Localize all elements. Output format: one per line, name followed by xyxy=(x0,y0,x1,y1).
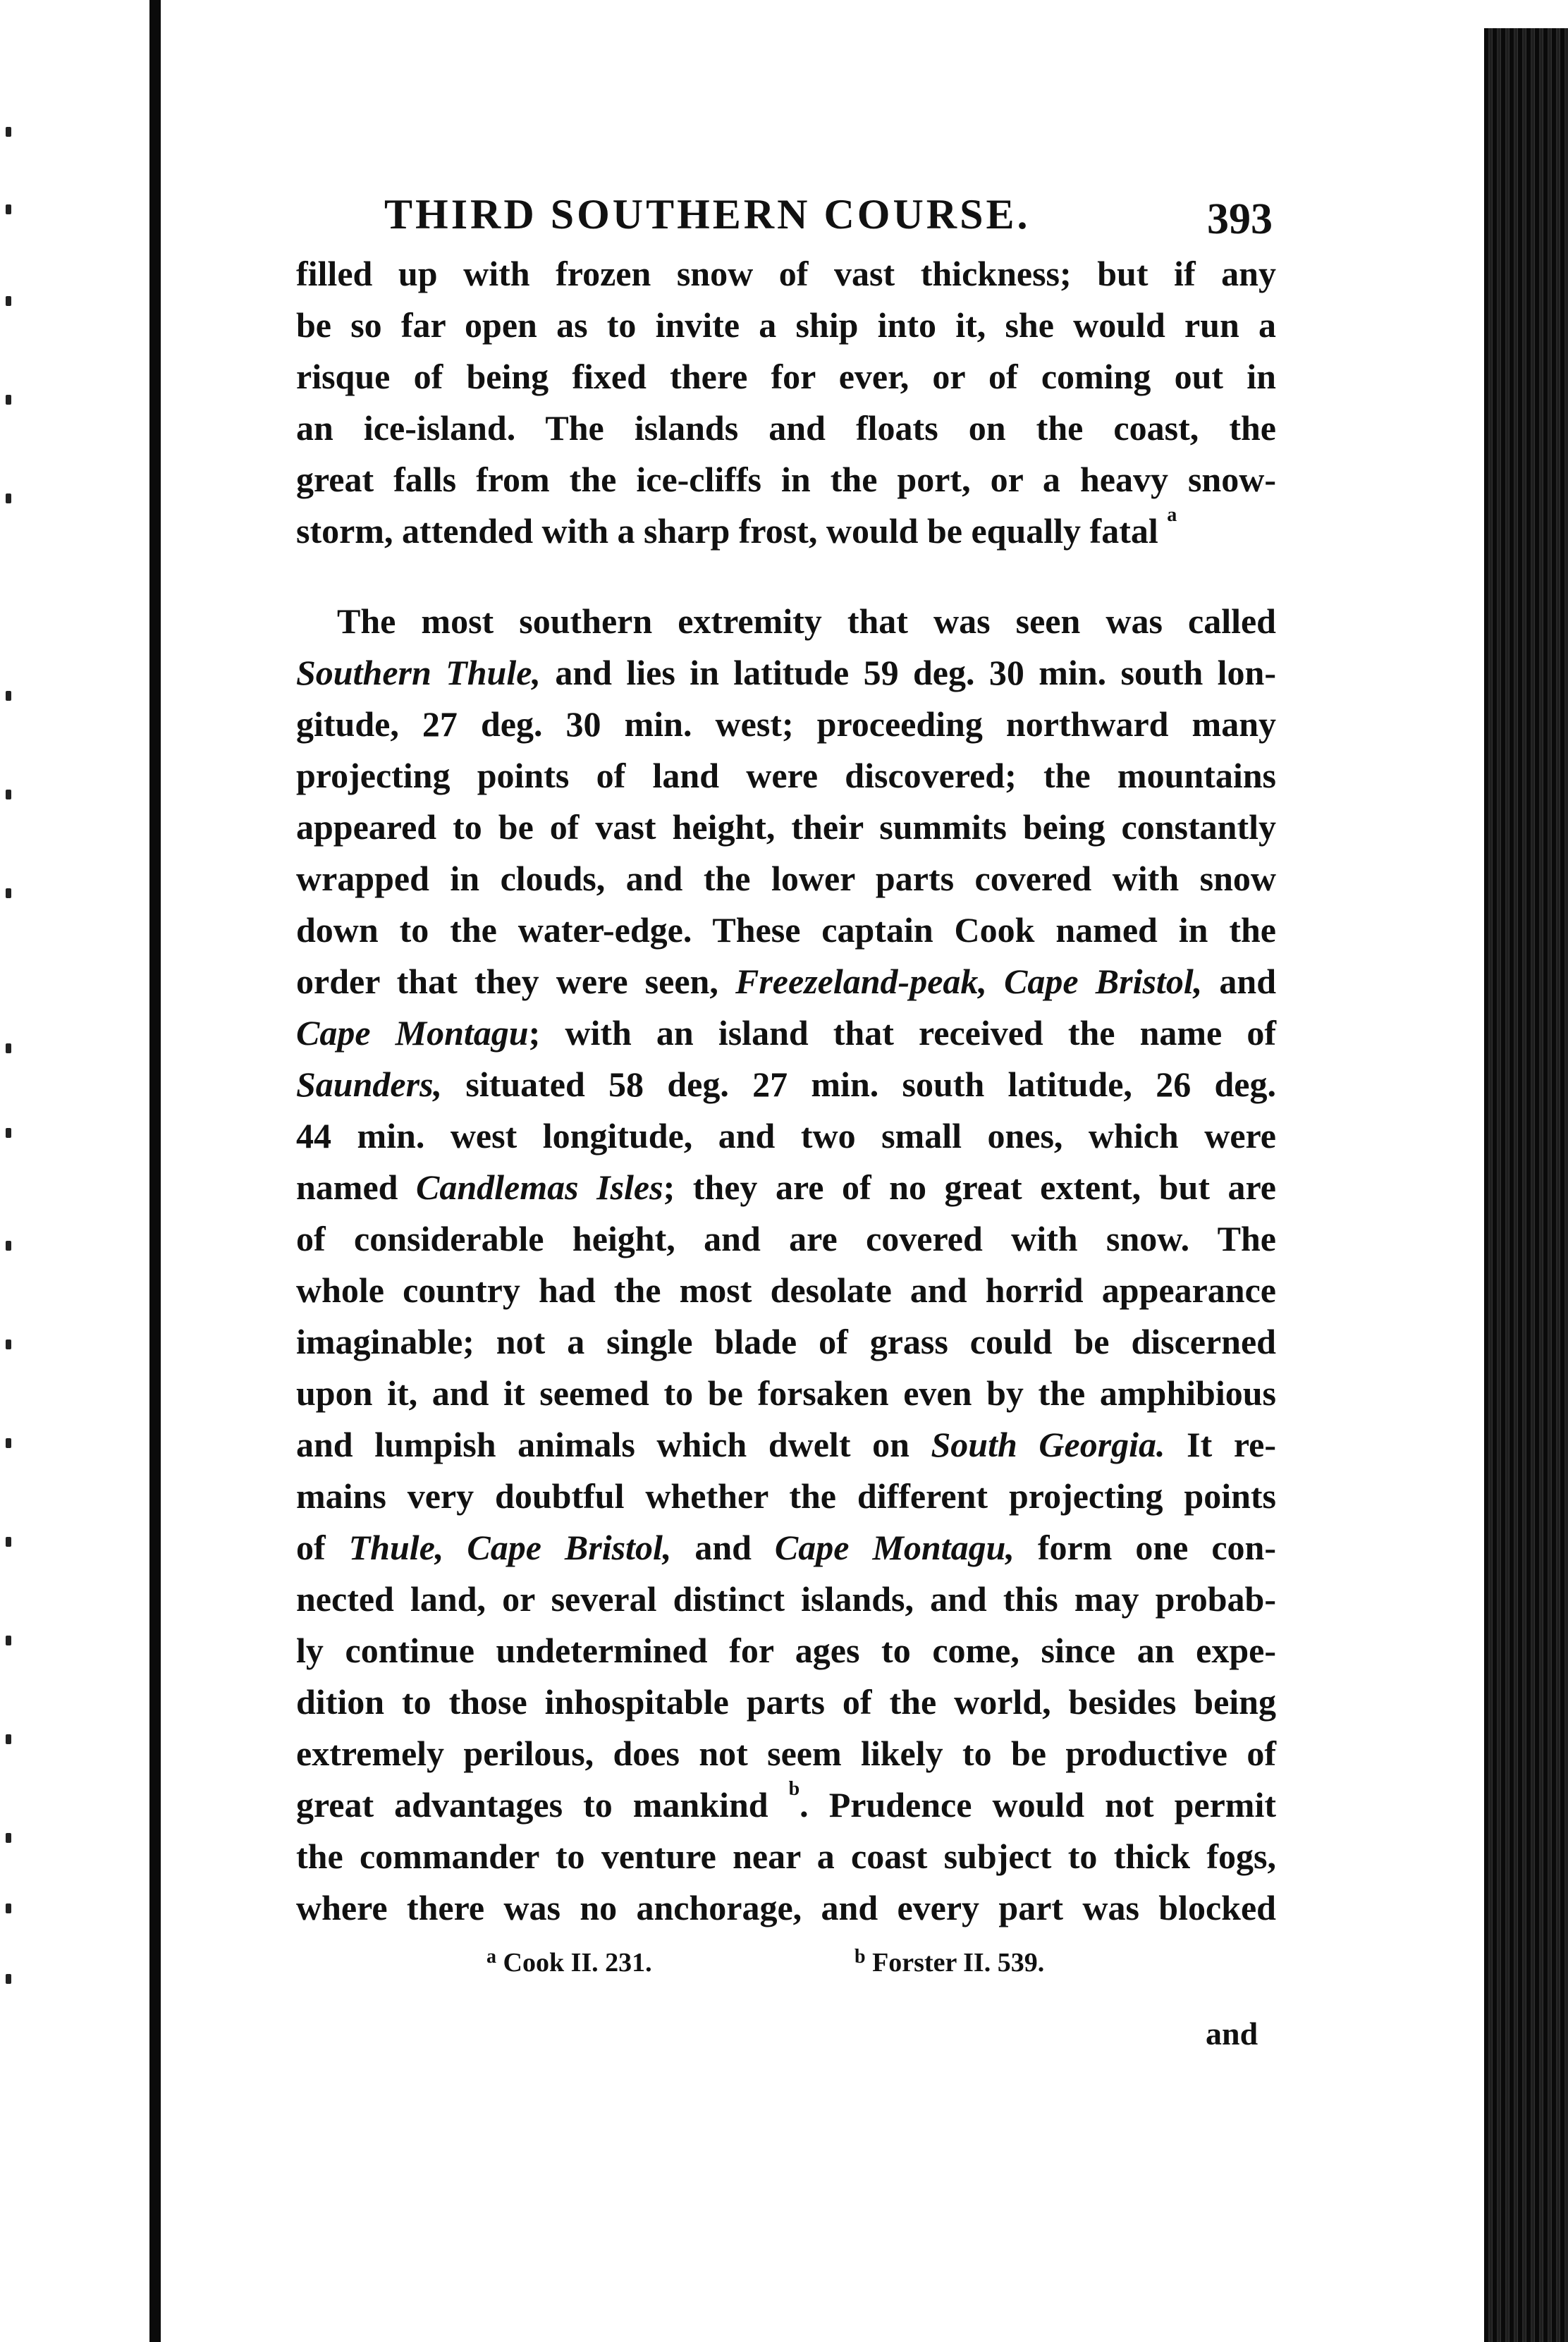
text-line: of considerable height, and are covered with snow. The xyxy=(296,1219,1276,1258)
footnote-b-mark: b xyxy=(855,1946,866,1968)
text-line: great falls from the ice-cliffs in the port, or a heavy snow- xyxy=(296,460,1276,499)
place-name: Freezeland-peak, xyxy=(735,962,987,1001)
text-fragment: ; with an island that received the name of xyxy=(528,1013,1276,1053)
text-line xyxy=(296,1522,1276,1574)
text-line: down to the water-edge. These captain Cook named in the xyxy=(296,910,1276,950)
text-line xyxy=(296,1007,1276,1059)
footnote-b-text: Forster II. 539. xyxy=(865,1948,1045,1978)
footnote-mark: a xyxy=(1167,504,1177,526)
place-name: Cape Bristol, xyxy=(467,1528,672,1567)
text-line xyxy=(296,956,1276,1007)
place-name: Cape Montagu, xyxy=(774,1528,1015,1567)
text-fragment: named xyxy=(296,1167,416,1207)
text-fragment: great advantages to mankind xyxy=(296,1785,768,1825)
footnote-mark: b xyxy=(788,1778,800,1800)
footnotes xyxy=(465,1947,1170,1990)
text-line: 44 min. west longitude, and two small ones, which were xyxy=(296,1116,1276,1155)
text-line xyxy=(296,1059,1276,1110)
running-head: THIRD SOUTHERN COURSE. xyxy=(384,191,1031,238)
text-line: the commander to venture near a coast subject to thick fogs, xyxy=(296,1837,1276,1876)
text-line: filled up with frozen snow of vast thickness; but if any xyxy=(296,254,1276,293)
text-line: where there was no anchorage, and every part was blocked xyxy=(296,1888,1276,1927)
page-edges-stack xyxy=(1484,28,1568,2342)
place-name: Candlemas Isles xyxy=(416,1167,663,1207)
place-name: South Georgia. xyxy=(931,1425,1165,1464)
text-fragment: order that they were seen, xyxy=(296,962,735,1001)
text-line: risque of being fixed there for ever, or of coming out in xyxy=(296,357,1276,396)
text-line: nected land, or several distinct islands, and this may probab- xyxy=(296,1579,1276,1619)
text-line: projecting points of land were discovered; the mountains xyxy=(296,756,1276,795)
footnote-a-text: Cook II. 231. xyxy=(496,1948,652,1978)
catchword: and xyxy=(1206,2016,1258,2052)
previous-page-edge-marks xyxy=(0,0,149,2342)
text-line: wrapped in clouds, and the lower parts covered with snow xyxy=(296,859,1276,898)
text-fragment: situated 58 deg. 27 min. south latitude, 26 deg. xyxy=(442,1065,1276,1104)
body-text xyxy=(296,248,1276,1934)
text-line: upon it, and it seemed to be forsaken even by the amphibious xyxy=(296,1373,1276,1413)
text-line: The most southern extremity that was seen was called xyxy=(337,601,1276,641)
place-name: Southern Thule, xyxy=(296,653,541,692)
text-line: appeared to be of vast height, their summits being constantly xyxy=(296,807,1276,847)
place-name: Saunders, xyxy=(296,1065,443,1104)
page-header xyxy=(384,190,1273,247)
text-line: gitude, 27 deg. 30 min. west; proceeding northward many xyxy=(296,704,1276,744)
text-line xyxy=(296,647,1276,699)
text-fragment xyxy=(987,962,1004,1001)
text-line: dition to those inhospitable parts of the world, besides being xyxy=(296,1682,1276,1722)
footnote-a-mark: a xyxy=(486,1946,496,1968)
text-line: mains very doubtful whether the different projecting points xyxy=(296,1476,1276,1516)
text-fragment: storm, attended with a sharp frost, would be equally fatal xyxy=(296,511,1158,551)
text-line xyxy=(296,1419,1276,1471)
footnote-a xyxy=(486,1947,652,1978)
paragraph-gap xyxy=(296,557,1276,596)
text-line: ly continue undetermined for ages to come, since an expe- xyxy=(296,1631,1276,1670)
text-fragment: ; they are of no great extent, but are xyxy=(663,1167,1276,1207)
book-gutter xyxy=(149,0,161,2342)
page-number: 393 xyxy=(1207,195,1273,243)
text-line: an ice-island. The islands and floats on the coast, the xyxy=(296,408,1276,448)
text-fragment xyxy=(443,1528,467,1567)
text-fragment: It re- xyxy=(1165,1425,1276,1464)
text-line: extremely perilous, does not seem likely to be productive of xyxy=(296,1734,1276,1773)
text-fragment: and lumpish animals which dwelt on xyxy=(296,1425,931,1464)
text-fragment: and lies in latitude 59 deg. 30 min. south lon- xyxy=(540,653,1277,692)
place-name: Cape Montagu xyxy=(296,1013,529,1053)
text-fragment: and xyxy=(671,1528,775,1567)
text-fragment: . Prudence would not permit xyxy=(800,1785,1276,1825)
text-line: imaginable; not a single blade of grass could be discerned xyxy=(296,1322,1276,1361)
text-fragment: form one con- xyxy=(1014,1528,1277,1567)
footnote-b xyxy=(855,1947,1044,1978)
place-name: Thule, xyxy=(348,1528,444,1567)
text-line xyxy=(296,1162,1276,1213)
text-fragment: and xyxy=(1202,962,1276,1001)
text-line xyxy=(296,1779,1276,1831)
text-fragment: of xyxy=(296,1528,349,1567)
text-line xyxy=(296,505,1276,557)
text-line: whole country had the most desolate and horrid appearance xyxy=(296,1270,1276,1310)
text-line: be so far open as to invite a ship into it, she would run a xyxy=(296,305,1276,345)
place-name: Cape Bristol, xyxy=(1004,962,1203,1001)
